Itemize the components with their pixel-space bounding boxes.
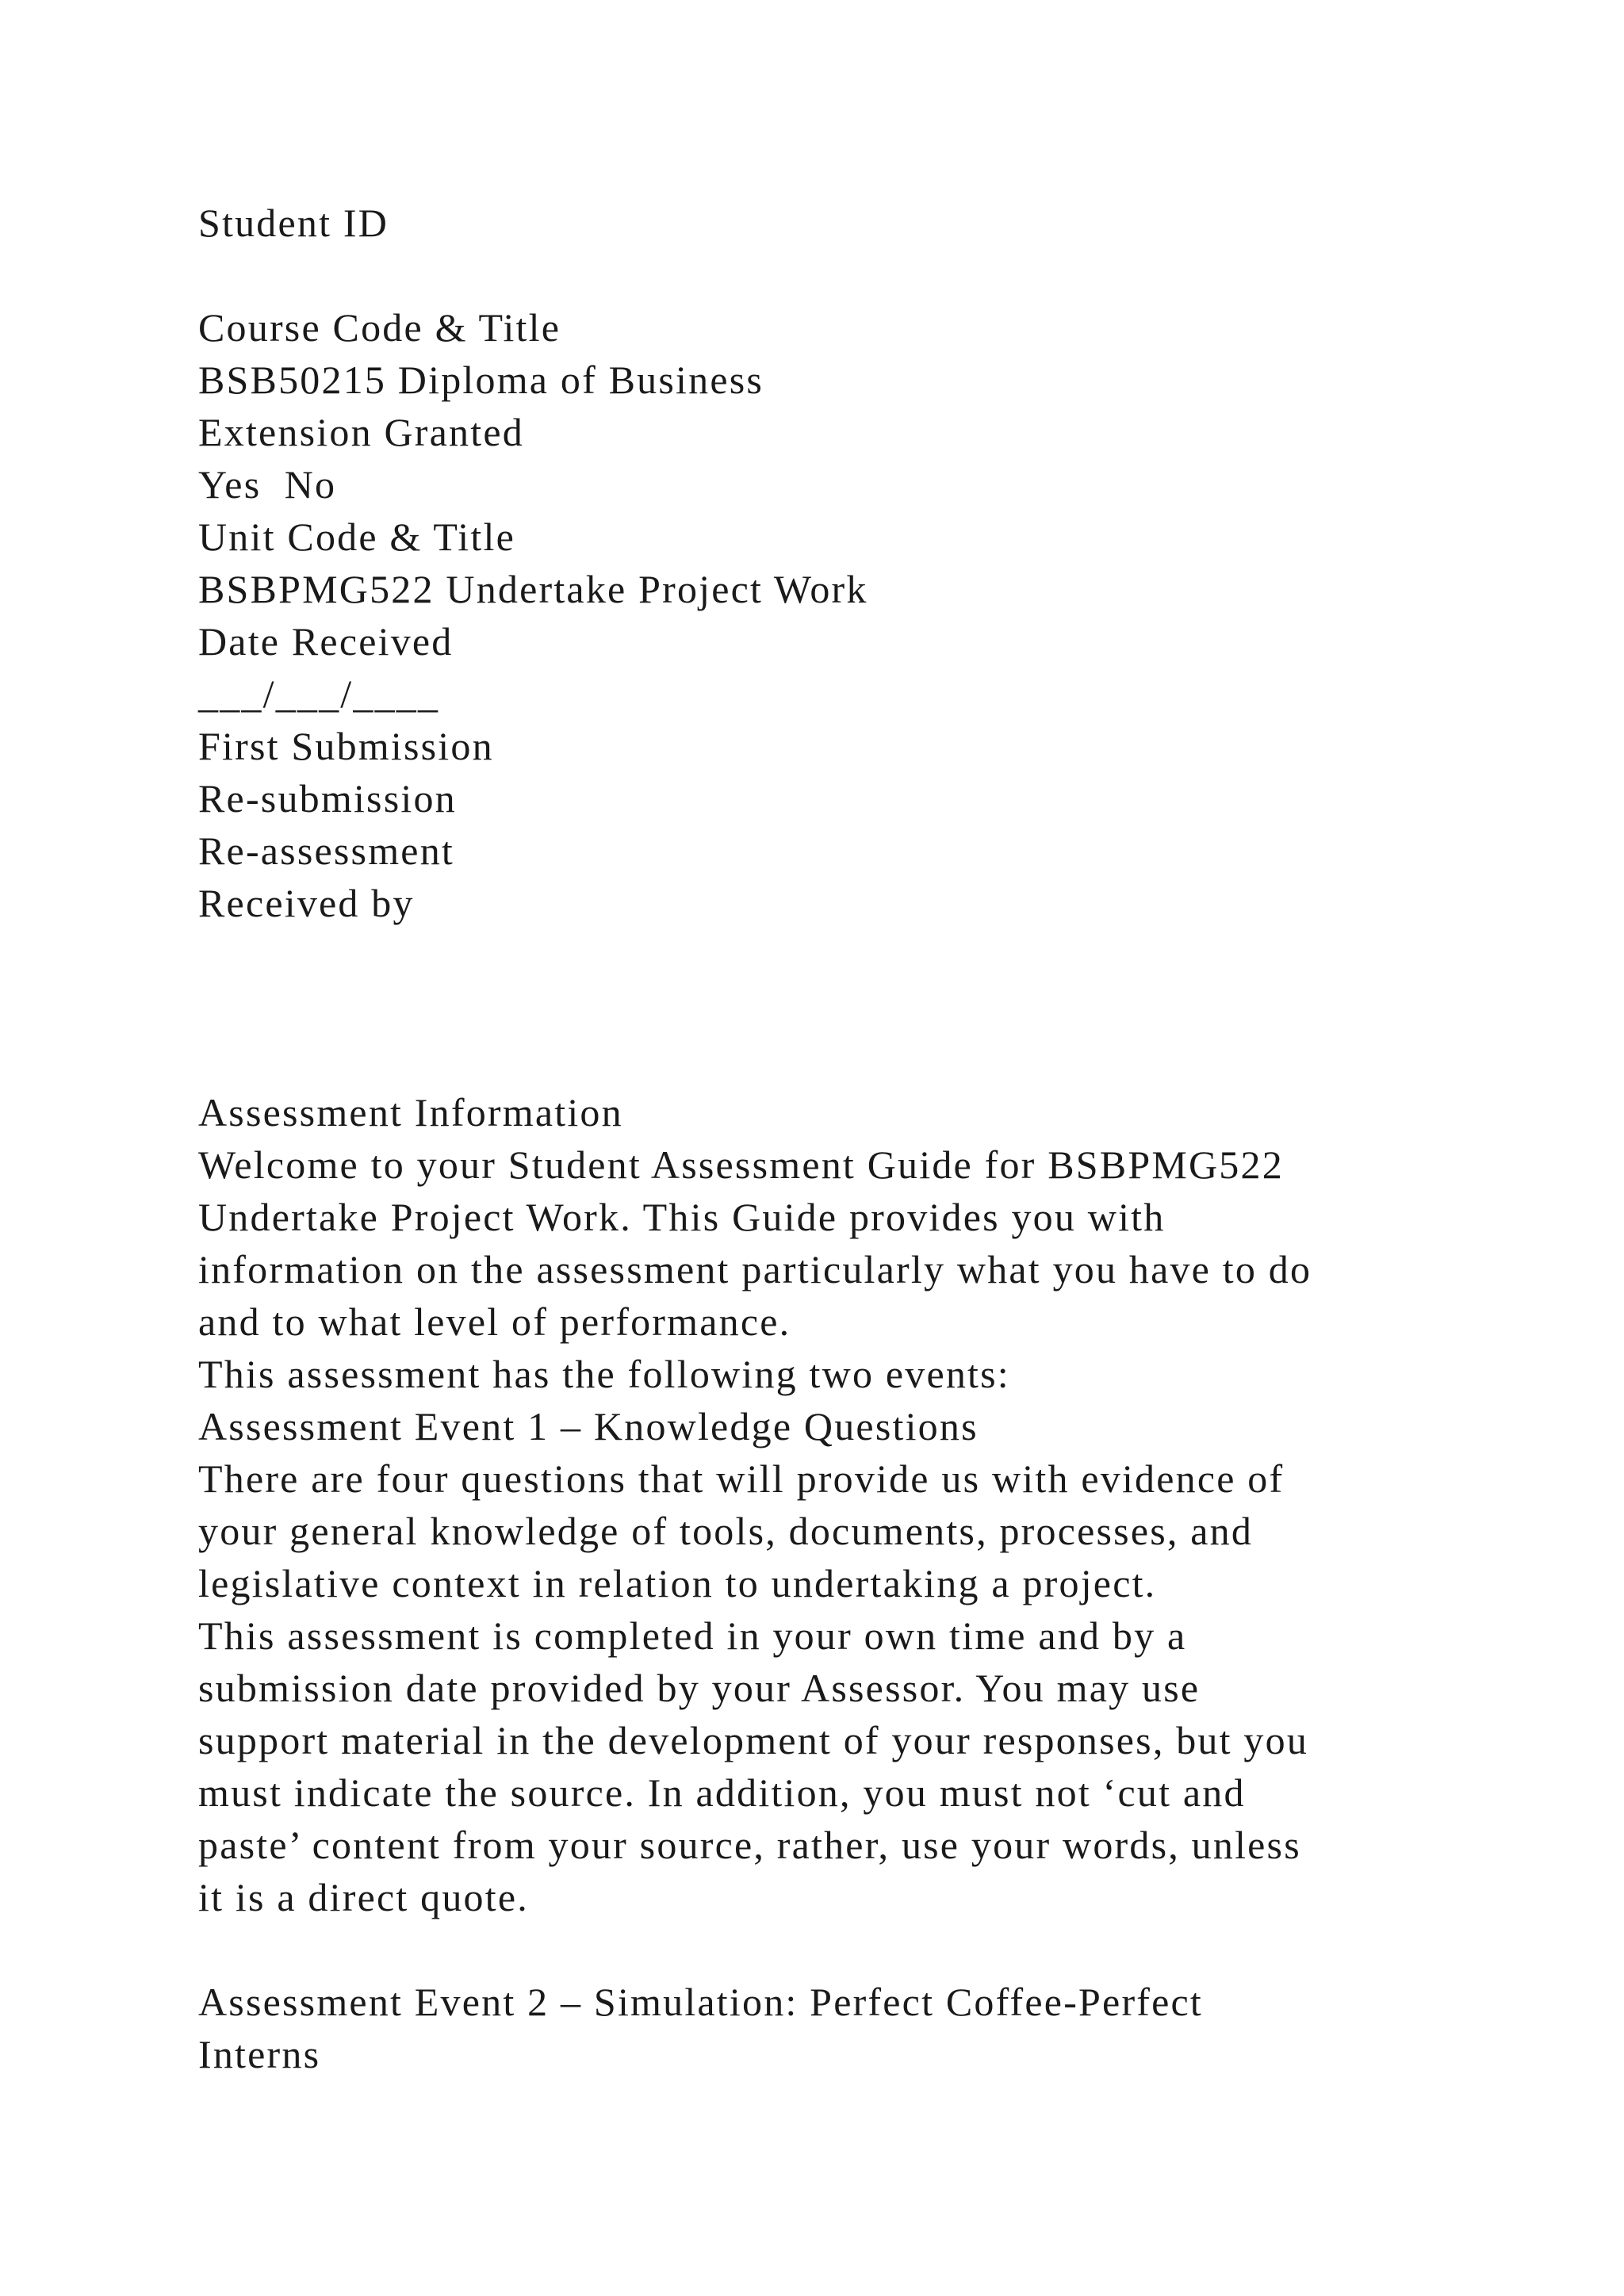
reassessment-label: Re-assessment — [198, 828, 454, 873]
event2-title-line: Assessment Event 2 – Simulation: Perfect Coffee-Perfect — [198, 1980, 1204, 2024]
student-id-label: Student ID — [198, 201, 389, 245]
intro-line: information on the assessment particularly what you have to do — [198, 1247, 1312, 1292]
assessment-information-heading: Assessment Information — [198, 1090, 623, 1135]
received-by-label: Received by — [198, 881, 415, 925]
intro-line: Welcome to your Student Assessment Guide for BSBPMG522 — [198, 1142, 1284, 1187]
event1-completion-line: This assessment is completed in your own time and by a — [198, 1613, 1187, 1658]
event1-completion-line: support material in the development of your responses, but you — [198, 1718, 1309, 1762]
intro-line: and to what level of performance. — [198, 1299, 791, 1344]
date-received-label: Date Received — [198, 619, 454, 664]
event1-title: Assessment Event 1 – Knowledge Questions — [198, 1404, 979, 1448]
event1-completion-line: it is a direct quote. — [198, 1875, 529, 1919]
intro-line: Undertake Project Work. This Guide provides you with — [198, 1195, 1166, 1239]
event1-completion-line: must indicate the source. In addition, you must not ‘cut and — [198, 1770, 1246, 1815]
first-submission-label: First Submission — [198, 724, 494, 768]
event1-line: your general knowledge of tools, documents, processes, and — [198, 1509, 1254, 1553]
extension-granted-label: Extension Granted — [198, 410, 524, 454]
unit-code-value: BSBPMG522 Undertake Project Work — [198, 567, 868, 611]
date-received-blank: ___/___/____ — [198, 672, 440, 716]
resubmission-label: Re-submission — [198, 776, 457, 821]
unit-code-label: Unit Code & Title — [198, 515, 515, 559]
extension-options: Yes No — [198, 462, 337, 507]
event2-title-line: Interns — [198, 2032, 321, 2076]
event1-completion-line: submission date provided by your Assessor. You may use — [198, 1666, 1201, 1710]
course-code-label: Course Code & Title — [198, 305, 561, 350]
event1-line: legislative context in relation to undertaking a project. — [198, 1561, 1157, 1605]
course-code-value: BSB50215 Diploma of Business — [198, 358, 764, 402]
event1-completion-line: paste’ content from your source, rather, use your words, unless — [198, 1823, 1301, 1867]
event1-line: There are four questions that will provide us with evidence of — [198, 1456, 1285, 1501]
events-intro: This assessment has the following two events: — [198, 1352, 1010, 1396]
